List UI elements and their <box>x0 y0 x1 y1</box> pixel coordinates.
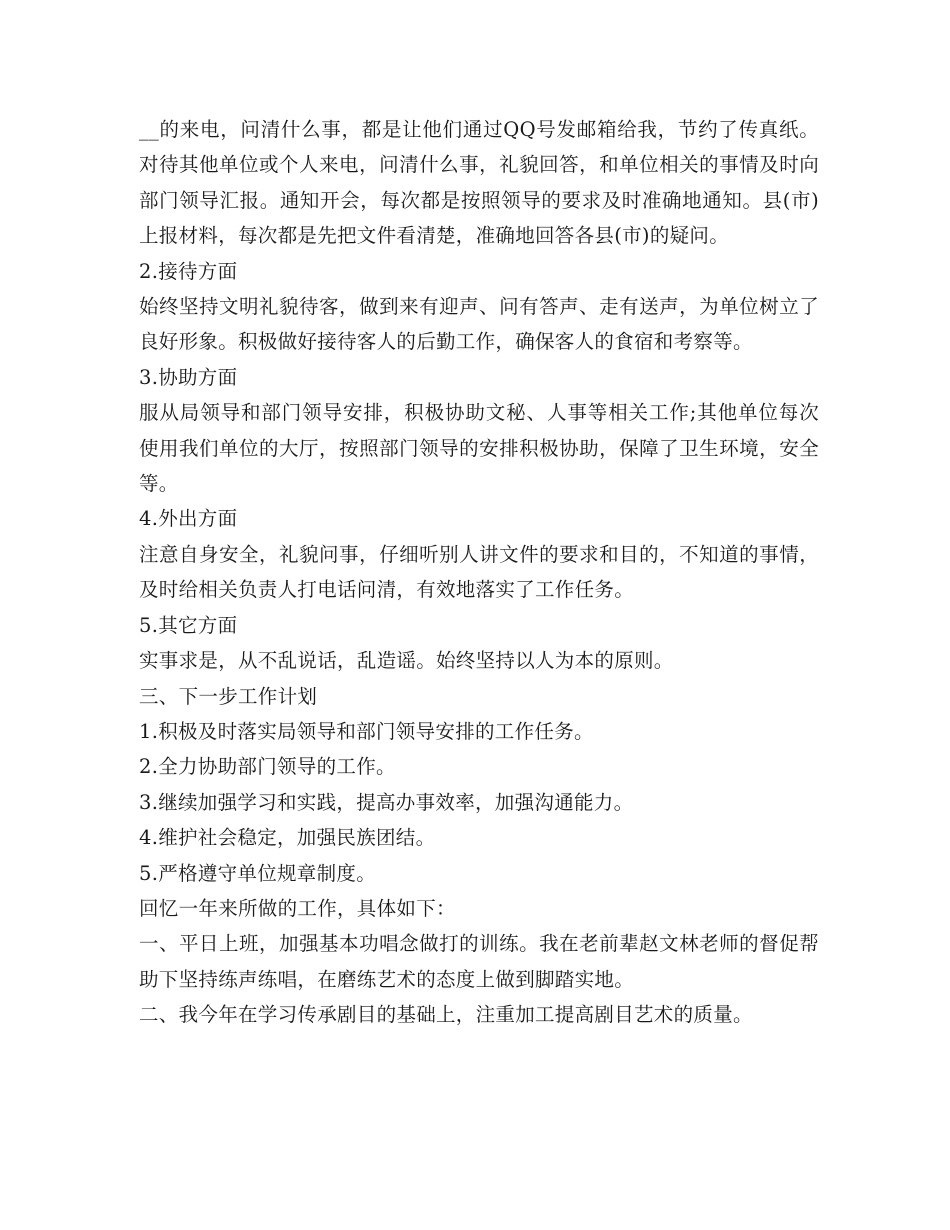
heading-other: 5.其它方面 <box>139 613 238 637</box>
heading-reception: 2.接待方面 <box>139 259 238 283</box>
plan-item-5: 5.严格遵守单位规章制度。 <box>139 861 377 885</box>
heading-assistance: 3.协助方面 <box>139 365 238 389</box>
paragraph-other: 实事求是，从不乱说话，乱造谣。始终坚持以人为本的原则。 <box>139 649 674 673</box>
plan-item-4: 4.维护社会稳定，加强民族团结。 <box>139 826 436 850</box>
paragraph-outings: 注意自身安全，礼貌问事，仔细听别人讲文件的要求和目的，不知道的事情，及时给相关负责人打电话问清，有效地落实了工作任务。 <box>139 542 819 602</box>
heading-outings: 4.外出方面 <box>139 507 238 531</box>
document-body <box>139 112 819 1033</box>
paragraph-reception: 始终坚持文明礼貌待客，做到来有迎声、问有答声、走有送声，为单位树立了良好形象。积极做好接待客人的后勤工作，确保客人的食宿和考察等。 <box>139 295 819 354</box>
review-item-2: 二、我今年在学习传承剧目的基础上，注重加工提高剧目艺术的质量。 <box>139 1003 753 1027</box>
plan-item-2: 2.全力协助部门领导的工作。 <box>139 755 396 779</box>
plan-item-3: 3.继续加强学习和实践，提高办事效率，加强沟通能力。 <box>139 790 634 814</box>
paragraph-phone-handling: __的来电，问清什么事，都是让他们通过QQ号发邮箱给我，节约了传真纸。对待其他单位或个人来电，问清什么事，礼貌回答，和单位相关的事情及时向部门领导汇报。通知开会，每次都是按照领导的要求及时准确地通知。县(市)上报材料，每次都是先把文件看清楚，准确地回答各县(市)的疑问。 <box>139 118 819 248</box>
review-item-1: 一、平日上班，加强基本功唱念做打的训练。我在老前辈赵文林老师的督促帮助下坚持练声练唱，在磨练艺术的态度上做到脚踏实地。 <box>139 932 819 991</box>
review-intro: 回忆一年来所做的工作，具体如下： <box>139 896 456 920</box>
paragraph-assistance: 服从局领导和部门领导安排，积极协助文秘、人事等相关工作;其他单位每次使用我们单位的大厅，按照部门领导的安排积极协助，保障了卫生环境，安全等。 <box>139 401 819 496</box>
plan-item-1: 1.积极及时落实局领导和部门领导安排的工作任务。 <box>139 719 594 743</box>
heading-next-plan: 三、下一步工作计划 <box>139 684 318 708</box>
